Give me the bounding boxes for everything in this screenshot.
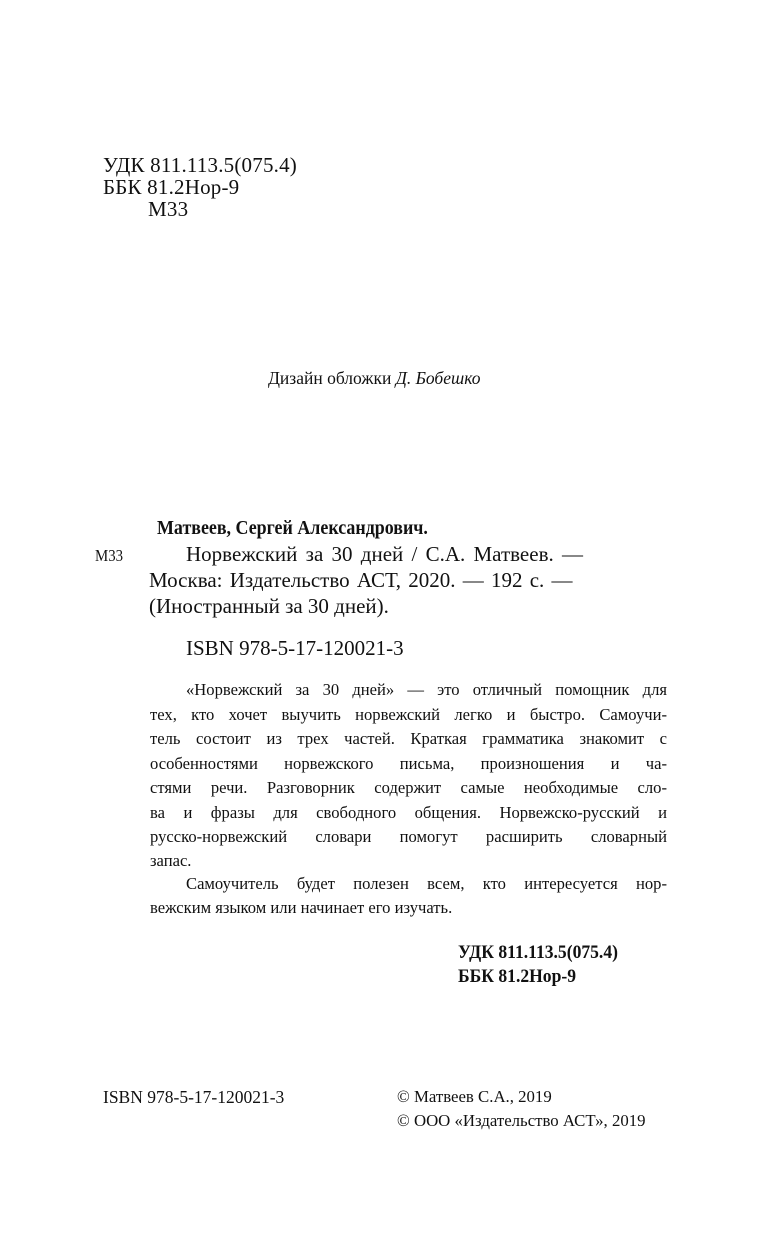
annotation-line: особенностями норвежского письма, произношения и ча- xyxy=(150,754,667,773)
copyright-publisher: © ООО «Издательство АСТ», 2019 xyxy=(397,1111,646,1130)
cover-design-label: Дизайн обложки xyxy=(268,368,392,388)
annotation-line: тель состоит из трех частей. Краткая грамматика знакомит с xyxy=(150,729,667,748)
annotation-line: запас. xyxy=(150,851,192,870)
author-heading: Матвеев, Сергей Александрович. xyxy=(157,518,428,539)
bbk-code: ББК 81.2Нор-9 xyxy=(103,175,240,199)
annotation-line: стями речи. Разговорник содержит самые необходимые сло- xyxy=(150,778,667,797)
copyright-author: © Матвеев С.А., 2019 xyxy=(397,1087,552,1106)
annotation-line: вежским языком или начинает его изучать. xyxy=(150,898,453,917)
record-line-3: (Иностранный за 30 дней). xyxy=(149,594,389,618)
record-isbn: ISBN 978-5-17-120021-3 xyxy=(186,636,404,660)
cover-designer-name: Д. Бобешко xyxy=(395,368,481,388)
author-mark: М33 xyxy=(148,197,189,221)
record-line-1: Норвежский за 30 дней / С.А. Матвеев. — xyxy=(186,542,583,566)
record-line-2: Москва: Издательство АСТ, 2020. — 192 с. — xyxy=(149,568,573,592)
annotation-line: русско-норвежский словари помогут расширить словарный xyxy=(150,827,667,846)
udk-code: УДК 811.113.5(075.4) xyxy=(103,153,298,177)
udk-code-bold: УДК 811.113.5(075.4) xyxy=(458,943,618,963)
bbk-code-bold: ББК 81.2Нор-9 xyxy=(458,967,577,987)
footer-isbn: ISBN 978-5-17-120021-3 xyxy=(103,1087,285,1107)
cover-design-credit xyxy=(268,367,480,389)
annotation-line: тех, кто хочет выучить норвежский легко и быстро. Самоучи- xyxy=(150,705,667,724)
annotation-line: Самоучитель будет полезен всем, кто интересуется нор- xyxy=(186,874,667,893)
annotation-line: «Норвежский за 30 дней» — это отличный помощник для xyxy=(186,680,667,699)
annotation-line: ва и фразы для свободного общения. Норвежско-русский и xyxy=(150,803,667,822)
author-mark-side: М33 xyxy=(95,546,124,565)
